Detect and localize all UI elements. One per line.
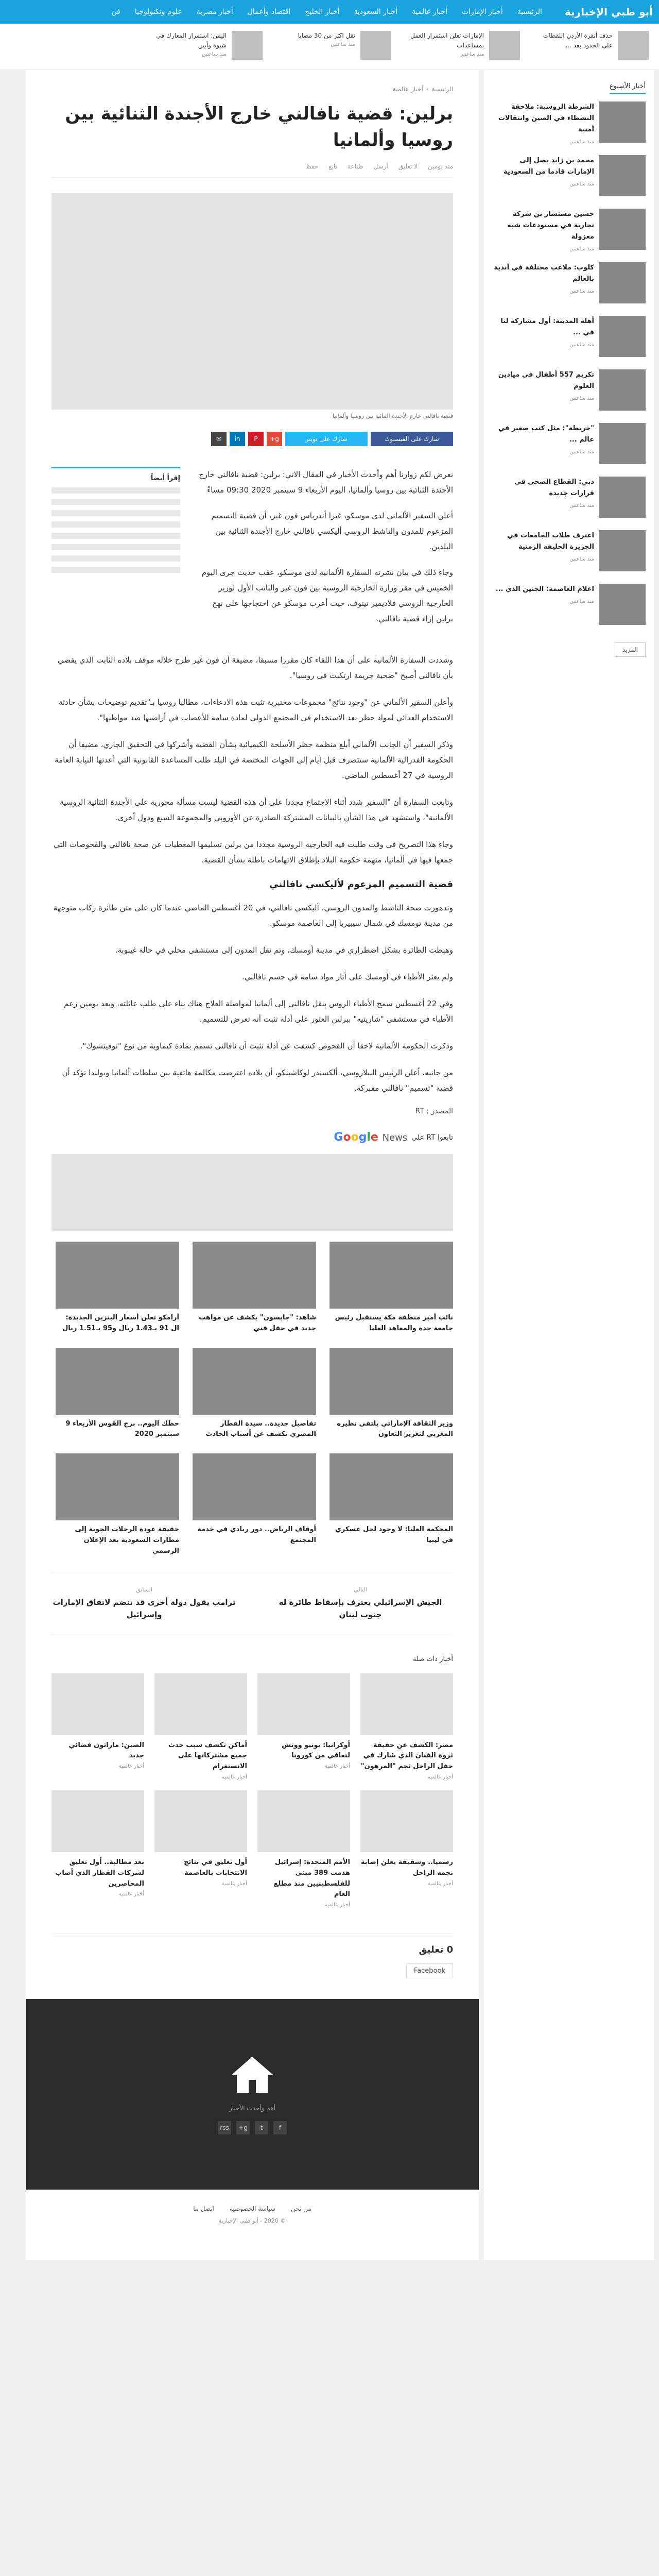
card-image [257, 1673, 350, 1735]
card-category: أخبار عالمية [324, 1902, 350, 1908]
article-source: المصدر : RT [415, 1107, 453, 1115]
sidebar-title-text: محمد بن زايد يصل إلى الإمارات قادما من السعودية [504, 157, 594, 176]
sidebar [484, 70, 654, 2260]
sidebar-text [492, 530, 594, 574]
sidebar-thumb [599, 209, 646, 250]
sidebar-title-text: دبي: القطاع الصحي في قرارات جديدة [514, 478, 594, 498]
footer-link[interactable]: من نحن [291, 2205, 311, 2213]
share-linkedin-icon[interactable]: in [230, 432, 245, 446]
sidebar-date: منذ ساعتين [569, 396, 594, 402]
card-image [257, 1790, 350, 1852]
news-card[interactable] [56, 1242, 179, 1334]
card-title: أوقاف الرياض.. دور ريادي في خدمة المجتمع [197, 1526, 316, 1544]
ticker-date: منذ ساعتين [459, 52, 484, 58]
card-title: أماكن تكشف سبب حدث جميع مشتركاتها على الانستغرام [168, 1741, 247, 1771]
card-image [360, 1790, 453, 1852]
sidebar-text [492, 262, 594, 307]
share-twitter-button[interactable]: شارك على تويتر [285, 432, 368, 446]
ticker-thumb [618, 31, 649, 60]
prev-next-nav [51, 1572, 453, 1635]
article-title: برلين: قضية نافالني خارج الأجندة الثنائية بين روسيا وألمانيا [65, 104, 453, 150]
nav-item[interactable]: أخبار السعودية [354, 8, 398, 16]
share-email-icon[interactable]: ✉ [211, 432, 227, 446]
sidebar-text [492, 209, 594, 253]
ticker-text [530, 31, 613, 62]
share-facebook-button[interactable]: شارك على الفيسبوك [371, 432, 453, 446]
ticker-item[interactable] [402, 31, 520, 62]
sidebar-title: أخبار الأسبوع [610, 82, 646, 94]
body-paragraph: من جانبه، أعلن الرئيس البيلاروسي، ألكسندر لوكاشينكو، أن بلاده اعترضت مكالمة هاتفية بين سلطات ألمانيا وبولندا تؤكد أن قضية "تسميم" نافالني مفبركة. [62, 1068, 453, 1093]
ticker-date: منذ ساعتين [331, 42, 355, 48]
news-card[interactable] [330, 1242, 453, 1334]
sidebar-thumb [599, 584, 646, 625]
body-paragraph: ولم يعثر الأطباء في أومسك على أثار مواد سامة في جسم نافالني. [242, 972, 453, 981]
lead-paragraph: أعلن السفير الألماني لدى موسكو، غيزا أندرياس فون غير، أن قضية التسميم المزعوم للمدون والناشط الروسي أليكسي نافالني خارج الأجندة الثنائية بين البلدين. [211, 511, 453, 551]
sidebar-date: منذ ساعتين [569, 599, 594, 605]
nav-item[interactable]: أخبار مصرية [196, 8, 233, 16]
ticker-date: منذ ساعتين [202, 52, 227, 58]
card-category: أخبار عالمية [221, 1774, 247, 1780]
ticker-title: اليمن: استمرار المعارك في شبوة وأبين [156, 32, 227, 49]
nav-item[interactable]: فن [111, 8, 120, 16]
social-icon[interactable]: f [273, 2121, 287, 2134]
body-paragraph: وذكرت الحكومة الألمانية لاحقا أن الفحوص كشفت عن أدلة تثبت أن نافالني تسمم بمادة كيماوية من نوع "نوفيتشوك". [80, 1041, 453, 1050]
news-card[interactable] [56, 1348, 179, 1440]
article-body [51, 652, 453, 868]
sidebar-date: منذ ساعتين [569, 246, 594, 252]
share-pinterest-icon[interactable]: P [248, 432, 264, 446]
site-logo[interactable]: أبو ظبي الإخبارية [564, 6, 653, 18]
card-title: أول تعليق في نتائج الانتخابات بالعاصمة [184, 1858, 247, 1877]
ticker-title: نقل اكثر من 30 مصابا [298, 32, 355, 39]
sidebar-text [492, 155, 594, 199]
breadcrumb-item[interactable]: الرئيسية [431, 86, 453, 93]
related-title: إقرأ أيضاً [150, 474, 180, 482]
nav-item[interactable]: الرئيسية [517, 8, 542, 16]
sidebar-date: منذ ساعتين [569, 181, 594, 188]
sidebar-text [496, 584, 594, 628]
sidebar-item[interactable] [492, 209, 646, 253]
card-image [330, 1348, 453, 1415]
sidebar-item[interactable] [492, 101, 646, 146]
body-paragraph: وتدهورت صحة الناشط والمدون الروسي، أليكسي نافالني، في 20 أغسطس الماضي عندما كان على متن طائرة ركاب متوجهة من مدينة تومسك في شمال سيبيريا إلى العاصمة موسكو. [53, 903, 453, 928]
sidebar-item[interactable] [492, 584, 646, 628]
sidebar-thumb [599, 530, 646, 571]
footer-links [51, 2190, 453, 2217]
more-news-card[interactable] [154, 1790, 247, 1908]
nav-item[interactable]: أخبار الإمارات [461, 8, 503, 16]
body-paragraph: وأعلن السفير الألماني عن "وجود نتائج" مجموعات مختبرية تثبت هذه الادعاءات، مطالبا روسيا بـ"تقديم توضيحات بشأن حادثة الاستخدام العدائي لمواد حظر بعد الاستخدام في المجتمع الدولي لمادة سامة للأعصاب في أراضيها ضد مواطنها". [58, 698, 453, 722]
more-news-title: أخبار ذات صلة [412, 1655, 453, 1663]
facebook-comments-tab[interactable]: Facebook [406, 1963, 453, 1978]
sidebar-item[interactable] [492, 262, 646, 307]
card-image [154, 1790, 247, 1852]
ticker-thumb [232, 31, 263, 60]
sidebar-title-text: أهلة المدينة: أول مشاركة لنا في ... [500, 317, 594, 337]
ticker-text [402, 31, 484, 62]
sidebar-text [492, 316, 594, 360]
page-wrap [0, 70, 659, 2260]
hero-caption: قضية نافالني خارج الأجندة الثنائية بين روسيا وألمانيا [332, 413, 453, 419]
share-bar [51, 432, 453, 446]
card-title: بعد مطالبة.. أول تعليق لشركات القطار الذي أصاب المحاصرين [55, 1858, 144, 1888]
house-logo-icon [229, 2054, 275, 2095]
more-news-card[interactable] [360, 1673, 453, 1780]
sidebar-item[interactable] [492, 530, 646, 574]
card-image [360, 1673, 453, 1735]
sidebar-thumb [599, 423, 646, 464]
news-cards-grid [51, 1242, 453, 1557]
card-image [330, 1242, 453, 1309]
body-paragraph: وتابعت السفارة أن "السفير شدد أثناء الاجتماع مجددا على أن هذه القضية ليست مسألة محورية على الأجندة الثنائية الروسية الألمانية"، واستشهد في هذا الشأن بالبيانات المشتركة الصادرة عن الأوروبي والمجموعة السبع ودول أخرى. [60, 798, 453, 822]
article-lead [196, 467, 453, 637]
breadcrumb [51, 86, 453, 93]
news-card[interactable] [330, 1453, 453, 1556]
footer-dark [26, 1999, 479, 2190]
prev-article-link[interactable]: السابق ترامب يقول دولة أخرى قد تنضم لاتفاق الإمارات وإسرائيل [53, 1586, 236, 1619]
card-image [193, 1453, 316, 1520]
ticker-title: حذف أنقرة الأردن اللقطات على الحدود بعد ... [543, 32, 613, 49]
body-paragraph: وفي 22 أغسطس سمح الأطباء الروس بنقل نافالني إلى ألمانيا لمواصلة العلاج هناك بناء على طلب عائلته، وبعد يومين زعم الأطباء في مستشفى "شاريتيه" ببرلين العثور على أدلة تثبت أنه تعرض للتسميم. [64, 999, 453, 1024]
nav-item[interactable]: اقتصاد وأعمال [247, 8, 291, 16]
social-icon[interactable]: rss [218, 2121, 231, 2134]
card-title: رسميا.. وشقيقة يعلن إصابة نجمه الراحل [360, 1858, 453, 1877]
card-title: المحكمة العليا: لا وجود لحل عسكري في ليبيا [335, 1526, 453, 1544]
google-news-follow[interactable]: تابعوا RT على Google News [334, 1131, 453, 1144]
news-ticker [0, 24, 659, 70]
card-title: حقيقة عودة الرحلات الجوية إلى مطارات السعودية بعد الإعلان الرسمي [75, 1526, 179, 1555]
card-image [51, 1673, 144, 1735]
more-news-card[interactable] [51, 1790, 144, 1908]
more-news-grid [51, 1673, 453, 1908]
card-image [154, 1673, 247, 1735]
ticker-thumb [489, 31, 520, 60]
sidebar-thumb [599, 101, 646, 143]
sidebar-thumb [599, 477, 646, 518]
breadcrumb-sep: › [426, 86, 429, 93]
next-article-link[interactable]: التالي الجيش الإسرائيلي يعترف بإسقاط طائرة له جنوب لبنان [279, 1586, 442, 1619]
sidebar-date: منذ ساعتين [569, 139, 594, 145]
lead-paragraph: وجاء ذلك في بيان نشرته السفارة الألمانية لدى موسكو، عقب حديث جرى اليوم الخميس في مقر وزارة الخارجية الروسية بين فون غير والنائب الأول لوزير الخارجية الروسي فلاديمير تيتوف، حيث أعرب موسكو عن احتجاجها على نهج برلين إزاء قضية نافالني. [201, 568, 453, 623]
breadcrumb-item[interactable]: أخبار عالمية [392, 86, 423, 93]
sidebar-item[interactable] [492, 477, 646, 521]
more-news-card[interactable] [154, 1673, 247, 1780]
sidebar-title-text: الشرطة الروسية: ملاحقة النشطاء في الصين وانتقالات أمنية [498, 103, 594, 134]
sidebar-text [492, 101, 594, 146]
card-title: الصين: ماراثون فضائي جديد [68, 1741, 144, 1760]
news-card[interactable] [193, 1453, 316, 1556]
card-image [56, 1453, 179, 1520]
card-category: أخبار عالمية [221, 1880, 247, 1887]
more-news-card[interactable] [51, 1673, 144, 1780]
sidebar-item[interactable] [492, 316, 646, 360]
card-image [330, 1453, 453, 1520]
card-image [56, 1348, 179, 1415]
card-title: أوكرانيا: يونيو ووتش لتعافي من كورونا [282, 1741, 350, 1760]
sidebar-text [492, 369, 594, 414]
card-title: تفاصيل جديدة.. سيدة القطار المصري تكشف عن أسباب الحادث [205, 1419, 316, 1438]
sidebar-title-text: حسين مستشار بن شركة تجارية في مستودعات شبه معزولة [507, 210, 594, 241]
ticker-thumb [360, 31, 391, 60]
card-category: أخبار عالمية [324, 1764, 350, 1770]
ticker-item[interactable] [144, 31, 263, 62]
body-paragraph: وذكر السفير أن الجانب الألماني أبلغ منظمة حظر الأسلحة الكيميائية بشأن القضية وأشركها في التحقيق الجاري، مضيفا أن الحكومة الفدرالية الألمانية ستتصرف قبل أيام إلى الجهات المختصة في البلد طلب المساعدة القانونية التي أعدتها النيابة العامة الروسية في 27 أغسطس الماضي. [55, 740, 453, 780]
card-title: شاهد: "جايسون" يكشف عن مواهب جديد في حفل فني [199, 1314, 316, 1332]
sidebar-thumb [599, 262, 646, 303]
card-image [56, 1242, 179, 1309]
card-image [51, 1790, 144, 1852]
sidebar-item[interactable] [492, 155, 646, 199]
article-body-2 [51, 900, 453, 1096]
body-paragraph: وجاء هذا التصريح في وقت طلبت فيه الخارجية الروسية مجددا من برلين تسليمها المعطيات عن صحة نافالني والفحوصات التي جمعها فيها في ألمانيا، متهمة حكومة البلاد بإطلاق الاتهامات باطلة بشأن القضية. [54, 840, 453, 865]
article-meta [51, 163, 453, 178]
card-image [193, 1242, 316, 1309]
sidebar-item[interactable] [492, 423, 646, 467]
card-title: أرامكو تعلن أسعار البنزين الجديدة: ال 91 بـ1.43 ريال و95 بـ1.51 ريال [62, 1314, 179, 1332]
sidebar-title-text: تكريم 557 أطفال في ميادين العلوم [498, 371, 594, 391]
nav-item[interactable]: علوم وتكنولوجيا [134, 8, 182, 16]
sidebar-thumb [599, 155, 646, 196]
sidebar-date: منذ ساعتين [569, 556, 594, 563]
footer-copyright: © 2020 - أبو ظبي الإخبارية [218, 2217, 286, 2225]
card-category: أخبار عالمية [427, 1880, 453, 1887]
nav-item[interactable]: أخبار الخليج [305, 8, 340, 16]
ticker-text [298, 31, 355, 62]
news-card[interactable] [193, 1242, 316, 1334]
comments-count: 0 تعليق [419, 1944, 453, 1956]
more-button[interactable]: المزيد [615, 642, 646, 657]
social-icon[interactable]: t [255, 2121, 268, 2134]
nav-links [6, 1, 549, 23]
card-category: أخبار عالمية [427, 1774, 453, 1780]
card-title: مصر: الكشف عن حقيقة ثروة الفنان الذي شارك في حفل الراحل نجم "المرهون" [360, 1741, 453, 1771]
ad-banner [51, 1154, 453, 1231]
social-icon[interactable]: g+ [236, 2121, 250, 2134]
body-paragraph: وشددت السفارة الألمانية على أن هذا اللقاء كان مقررا مسبقا، مضيفة أن فون غير طرح خلاله موقف بلاده الثابت الذي يقضي بأن نافالني أصبح "ضحية جريمة ارتكبت في روسيا". [57, 655, 453, 680]
meta-item: منذ يومين [428, 163, 453, 170]
google-news-logo: Google News [334, 1131, 408, 1144]
meta-item[interactable]: أرسل [373, 163, 388, 170]
card-category: أخبار عالمية [118, 1764, 144, 1770]
sidebar-date: منذ ساعتين [569, 289, 594, 295]
footer-social [218, 2121, 287, 2134]
news-card[interactable] [193, 1348, 316, 1440]
article-main [26, 70, 479, 2260]
sidebar-text [492, 423, 594, 467]
meta-item[interactable]: لا تعليق [398, 163, 418, 170]
news-card[interactable] [330, 1348, 453, 1440]
hero-image [51, 193, 453, 410]
more-news-card[interactable] [360, 1790, 453, 1908]
top-nav [0, 0, 659, 24]
meta-item[interactable]: حفظ [305, 163, 319, 170]
card-image [193, 1348, 316, 1415]
sidebar-title-text: اعترف طلاب الجامعات في الجزيرة الحليفة الزمنية [507, 532, 594, 551]
footer-link[interactable]: اتصل بنا [193, 2205, 214, 2213]
share-google-icon[interactable]: g+ [267, 432, 282, 446]
card-title: نائب أمير منطقة مكة يستقبل رئيس جامعة جدة والمعاهد العليا [335, 1314, 453, 1332]
sidebar-title-text: "خريطة": مثل كتب صغير في عالم ... [498, 425, 594, 444]
sidebar-date: منذ ساعتين [569, 449, 594, 455]
body-paragraph: وهبطت الطائرة بشكل اضطراري في مدينة أومسك، وتم نقل المدون إلى مستشفى محلي في حالة غيبوبة. [115, 945, 453, 955]
news-card[interactable] [56, 1453, 179, 1556]
ticker-text [144, 31, 227, 62]
lead-paragraph: نعرض لكم زوارنا أهم وأحدث الأخبار في المقال الاتي: برلين: قضية نافالني خارج الأجندة الثنائية بين روسيا وألمانيا، اليوم الأربعاء 9 سبتمبر 2020 09:30 مساءً [199, 470, 453, 495]
ticker-title: الإمارات تعلن استمرار العمل بمساعدات [410, 32, 484, 49]
card-category: أخبار عالمية [118, 1891, 144, 1897]
sidebar-item[interactable] [492, 369, 646, 414]
sidebar-date: منذ ساعتين [569, 342, 594, 348]
nav-item[interactable]: أخبار عالمية [412, 8, 447, 16]
sidebar-title-text: كلوب: ملاعب مختلفة في أندية بالعالم [494, 264, 594, 283]
article-subheading: قضية التسميم المزعوم لأليكسي نافالني [269, 879, 453, 890]
more-news-card[interactable] [257, 1673, 350, 1780]
card-title: وزير الثقافة الإماراتي يلتقي نظيره المغربي لتعزيز التعاون [337, 1419, 453, 1438]
card-title: الأمم المتحدة: إسرائيل هدمت 389 مبنى للفلسطينيين منذ مطلع العام [273, 1858, 350, 1899]
related-box [51, 467, 180, 637]
card-title: حظك اليوم.. برج القوس الأربعاء 9 سبتمبر 2020 [65, 1419, 179, 1438]
sidebar-title-text: اعلام العاصمة: الجنين الذي ... [495, 585, 594, 593]
footer-tagline: أهم وأحدث الأخبار [229, 2105, 276, 2112]
sidebar-thumb [599, 369, 646, 411]
sidebar-thumb [599, 316, 646, 357]
ticker-item[interactable] [273, 31, 391, 62]
meta-item[interactable]: تابع [328, 163, 338, 170]
meta-item[interactable]: طباعة [348, 163, 363, 170]
footer-link[interactable]: سياسة الخصوصية [229, 2205, 276, 2213]
ticker-item[interactable] [530, 31, 649, 62]
sidebar-date: منذ ساعتين [569, 503, 594, 509]
more-news-card[interactable] [257, 1790, 350, 1908]
comments-section [51, 1934, 453, 1978]
sidebar-text [492, 477, 594, 521]
